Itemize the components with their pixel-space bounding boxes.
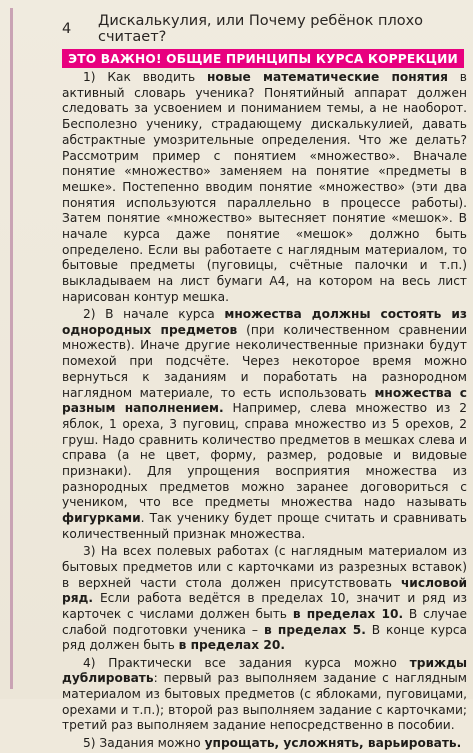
bold-term: в пределах 5. <box>263 622 366 637</box>
bold-term: фигурками <box>62 511 141 526</box>
text-run: 3) На всех полевых работах (с наглядным материалом из бытовых предметов или с карточками из разрезных вставок) в верхней части стола должен присутствовать <box>62 544 467 590</box>
paragraph-2 <box>62 307 467 543</box>
text-run: Например, слева множество из 2 яблок, 1 ореха, 3 пуговиц, справа множество из 5 орехов, 2 груш. Надо сравнить количество предметов в мешках слева и справа (а не цвет, форму, размер, родовые и видовые признаки). Для упрощения восприятия множества из разнородных предметов можно заранее договориться с учеником, что все предметы множества надо называть <box>62 401 467 510</box>
bold-term: упрощать, усложнять, варьировать. <box>204 735 462 750</box>
bold-term: множества должны состоять из однородных предметов <box>62 307 467 337</box>
text-run: В конце курса ряд должен быть <box>62 622 467 653</box>
bold-term: в пределах 20. <box>178 638 285 653</box>
text-run: в активный словарь ученика? Понятийный аппарат должен следовать за усвоением и пониманием темы, а не наоборот. Бесполезно ученику, страдающему дискалькулией, давать абстрактные умозрительные определения. Что же делать? Рассмотрим пример с понятием «множество». Вначале понятие «множество» заменяем на понятие «предметы в мешке». Постепенно вводим понятие «множество» (эти два понятия используются параллельно в процессе работы). Затем понятие «множество» вытесняет понятие «мешок». В начале курса даже понятие «мешок» должно быть определено. Если вы работаете с наглядным материалом, то бытовые предметы (пуговицы, счётные палочки и т.п.) выкладываем на лист бумаги А4, на котором на весь лист нарисован контур мешка. <box>62 70 467 304</box>
bold-term: множества с разным наполнением. <box>62 385 467 416</box>
bold-term: новые математические понятия <box>207 70 448 84</box>
text-run: : первый раз выполняем задание с наглядным материалом из бытовых предметов (с яблоками, пуговицами, орехами и т.п.); второй раз выполняем задание с карточками; третий раз выполняем задание непосредственно в пособии. <box>62 671 467 733</box>
text-run: 2) В начале курса <box>83 307 225 322</box>
bold-term: в пределах 10. <box>292 606 404 621</box>
page-edge-line <box>10 8 13 689</box>
banner-title: ЭТО ВАЖНО! ОБЩИЕ ПРИНЦИПЫ КУРСА КОРРЕКЦИИ <box>68 51 458 66</box>
text-run: 4) Практически все задания курса можно <box>83 655 410 670</box>
running-title: Дискалькулия, или Почему ребёнок плохо считает? <box>98 13 424 45</box>
text-run: 5) Задания можно <box>83 735 205 750</box>
bold-term: числовой ряд. <box>62 575 467 606</box>
body-text <box>62 70 467 753</box>
paragraph-4 <box>62 656 467 735</box>
paragraph-3 <box>62 544 467 654</box>
text-run: В случае слабой подготовки ученика – <box>62 606 467 637</box>
section-banner <box>62 49 464 68</box>
paragraph-5 <box>62 736 467 752</box>
text-run: . Так ученику будет проще считать и сравнивать количественный признак множества. <box>62 511 467 541</box>
page-number: 4 <box>62 21 72 37</box>
running-header <box>62 13 453 45</box>
paragraph-1 <box>62 70 467 306</box>
text-run: Если работа ведётся в пределах 10, значит и ряд из карточек с числами должен быть <box>62 591 467 621</box>
text-run: 1) Как вводить <box>83 70 207 84</box>
text-run: (при количественном сравнении множеств). Иначе другие неколичественные признаки будут помехой при подсчёте. Через некоторое время можно вернуться к заданиям и поработать на разнородном наглядном материале, то есть использовать <box>62 322 467 400</box>
bold-term: трижды дублировать <box>62 655 467 686</box>
